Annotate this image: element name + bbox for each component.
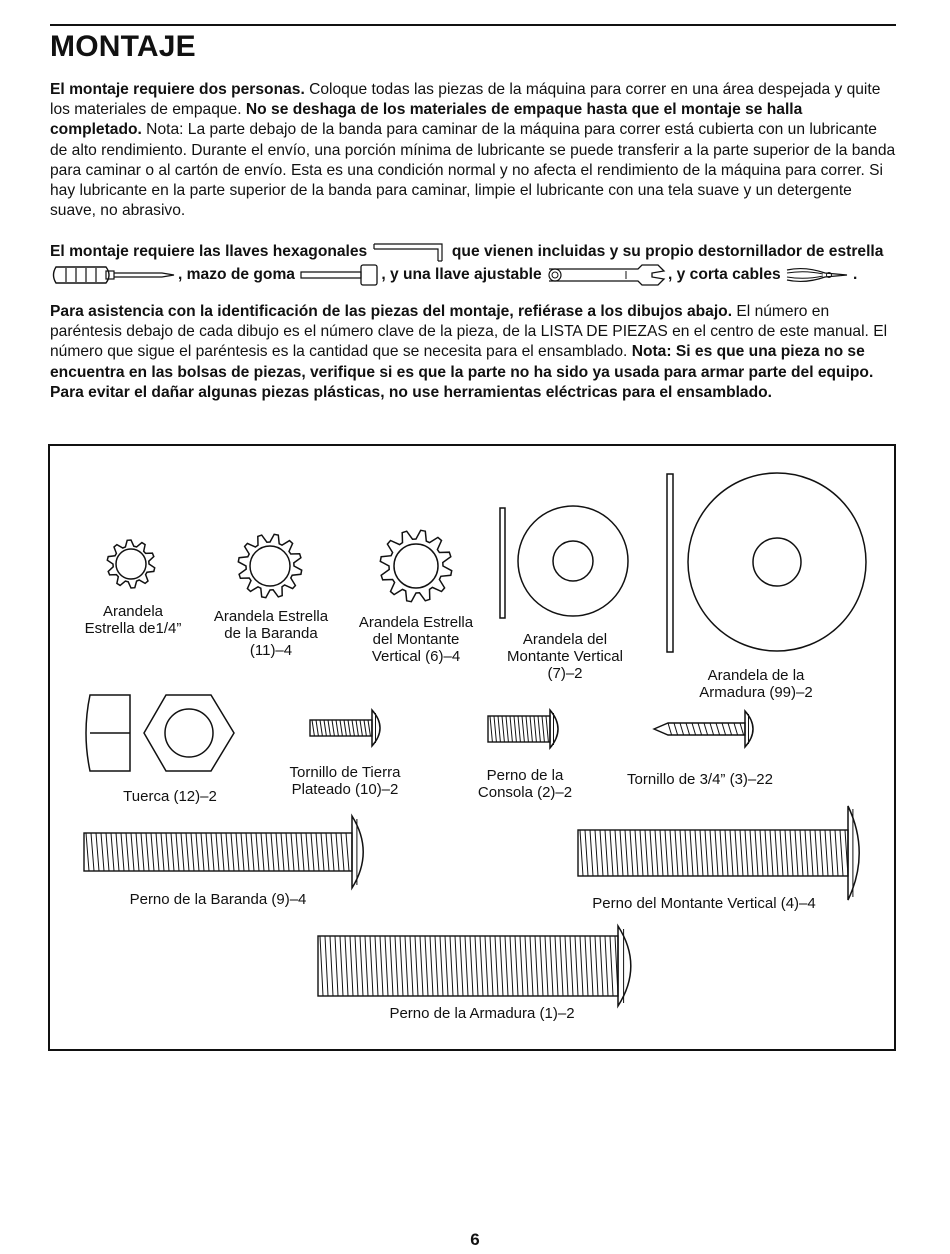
tools-text-hex: El montaje requiere las llaves hexagonales	[50, 243, 372, 261]
identification-bold-2: Nota: Si es que una pieza no se encuentra en las bolsas de piezas, verifique si es que la parte no ha sido ya usada para armar parte del equipo. Para evitar el dañar algunas piezas plásticas, no use herramientas eléctricas para el ensamblado.	[50, 343, 874, 401]
star-washer-outline	[238, 534, 301, 597]
handrail-bolt-drawing	[84, 816, 363, 888]
page-number: 6	[470, 1230, 480, 1249]
label-upright-washer: Arandela del Montante Vertical (7)–2	[507, 631, 623, 682]
tools-text-cutters: , y corta cables	[667, 266, 785, 284]
ground-screw-drawing	[310, 710, 380, 746]
label-handrail-bolt: Perno de la Baranda (9)–4	[129, 891, 307, 908]
bolt-threads	[320, 936, 618, 996]
tools-text-screwdriver: que vienen incluidas y su propio destornillador de estrella	[447, 243, 884, 261]
bolt-threads	[668, 723, 744, 735]
label-upright-bolt: Perno del Montante Vertical (4)–4	[592, 895, 816, 912]
star-washer-quarter-drawing	[107, 540, 154, 588]
bolt-head	[352, 816, 363, 888]
upright-washer-drawing	[500, 506, 628, 618]
intro-bold-2: No se deshaga de los materiales de empaque hasta que el montaje se halla completado.	[50, 101, 803, 139]
nut-drawing	[86, 695, 234, 771]
adjustable-wrench-icon	[546, 263, 668, 287]
rubber-mallet-icon	[299, 264, 381, 286]
top-rule	[50, 24, 896, 26]
bolt-threads	[490, 716, 548, 742]
label-frame-bolt: Perno de la Armadura (1)–2	[389, 1005, 575, 1022]
label-ground-screw: Tornillo de Tierra Plateado (10)–2	[289, 764, 401, 798]
tools-text-end: .	[853, 266, 858, 284]
wire-cutters-icon	[785, 264, 853, 286]
hex-key-icon	[372, 241, 448, 263]
parts-drawing-box	[48, 444, 896, 1051]
label-upright-star-washer: Arandela Estrella del Montante Vertical (6)–4	[358, 614, 474, 665]
intro-text-2: Nota: La parte debajo de la banda para caminar de la máquina para correr está cubierta con un lubricante de alto rendimiento. Durante el envío, una porción mínima de lubricante se puede transferir a la parte superior de la banda para caminar o al cartón de envío. Esta es una condición normal y no afecta el rendimiento de la máquina para correr. Si hay lubricante en la parte superior de la banda para caminar, limpie el lubricante con una tela suave y un detergente suave, no abrasivo.	[50, 121, 896, 220]
star-washer-outline	[380, 530, 451, 601]
identification-bold-1: Para asistencia con la identificación de las piezas del montaje, refiérase a los dibujos abajo.	[50, 303, 733, 320]
tools-text-wrench: , y una llave ajustable	[381, 266, 546, 284]
intro-text-1: Coloque todas las piezas de la máquina para correr en una área despejada y quite los materiales de empaque.	[50, 81, 881, 119]
handrail-star-washer-drawing	[238, 534, 301, 597]
label-handrail-star-washer: Arandela Estrella de la Baranda (11)–4	[213, 608, 329, 659]
tools-text-mallet: , mazo de goma	[178, 266, 300, 284]
bolt-head	[618, 926, 631, 1006]
star-washer-hole	[250, 546, 290, 586]
page-title: MONTAJE	[50, 30, 196, 63]
upright-star-washer-drawing	[380, 530, 451, 601]
screw-3-4-drawing	[654, 711, 753, 747]
upright-bolt-drawing	[578, 806, 859, 900]
parts-drawings	[50, 446, 894, 1049]
label-star-washer-quarter: Arandela Estrella de1/4”	[84, 603, 182, 637]
bolt-threads	[86, 833, 349, 871]
label-nut: Tuerca (12)–2	[123, 788, 217, 805]
bolt-threads	[312, 720, 370, 736]
bolt-threads	[580, 830, 848, 876]
tools-paragraph	[50, 241, 898, 287]
star-washer-outline	[107, 540, 154, 588]
label-screw-3-4: Tornillo de 3/4” (3)–22	[627, 771, 773, 788]
identification-paragraph	[50, 302, 898, 403]
screwdriver-icon	[50, 265, 178, 285]
star-washer-hole	[116, 549, 146, 579]
bolt-head	[848, 806, 859, 900]
intro-bold-1: El montaje requiere dos personas.	[50, 81, 305, 98]
star-washer-hole	[394, 544, 438, 588]
intro-paragraph	[50, 80, 898, 221]
label-console-bolt: Perno de la Consola (2)–2	[477, 767, 573, 801]
frame-washer-drawing	[667, 473, 866, 652]
label-frame-washer: Arandela de la Armadura (99)–2	[699, 667, 813, 701]
console-bolt-drawing	[488, 710, 558, 748]
identification-text-1: El número en paréntesis debajo de cada dibujo es el número clave de la pieza, de la LISTA DE PIEZAS en el centro de este manual. El número que sigue el paréntesis es la cantidad que se necesita para el ensamblado.	[50, 303, 888, 361]
frame-bolt-drawing	[318, 926, 631, 1006]
